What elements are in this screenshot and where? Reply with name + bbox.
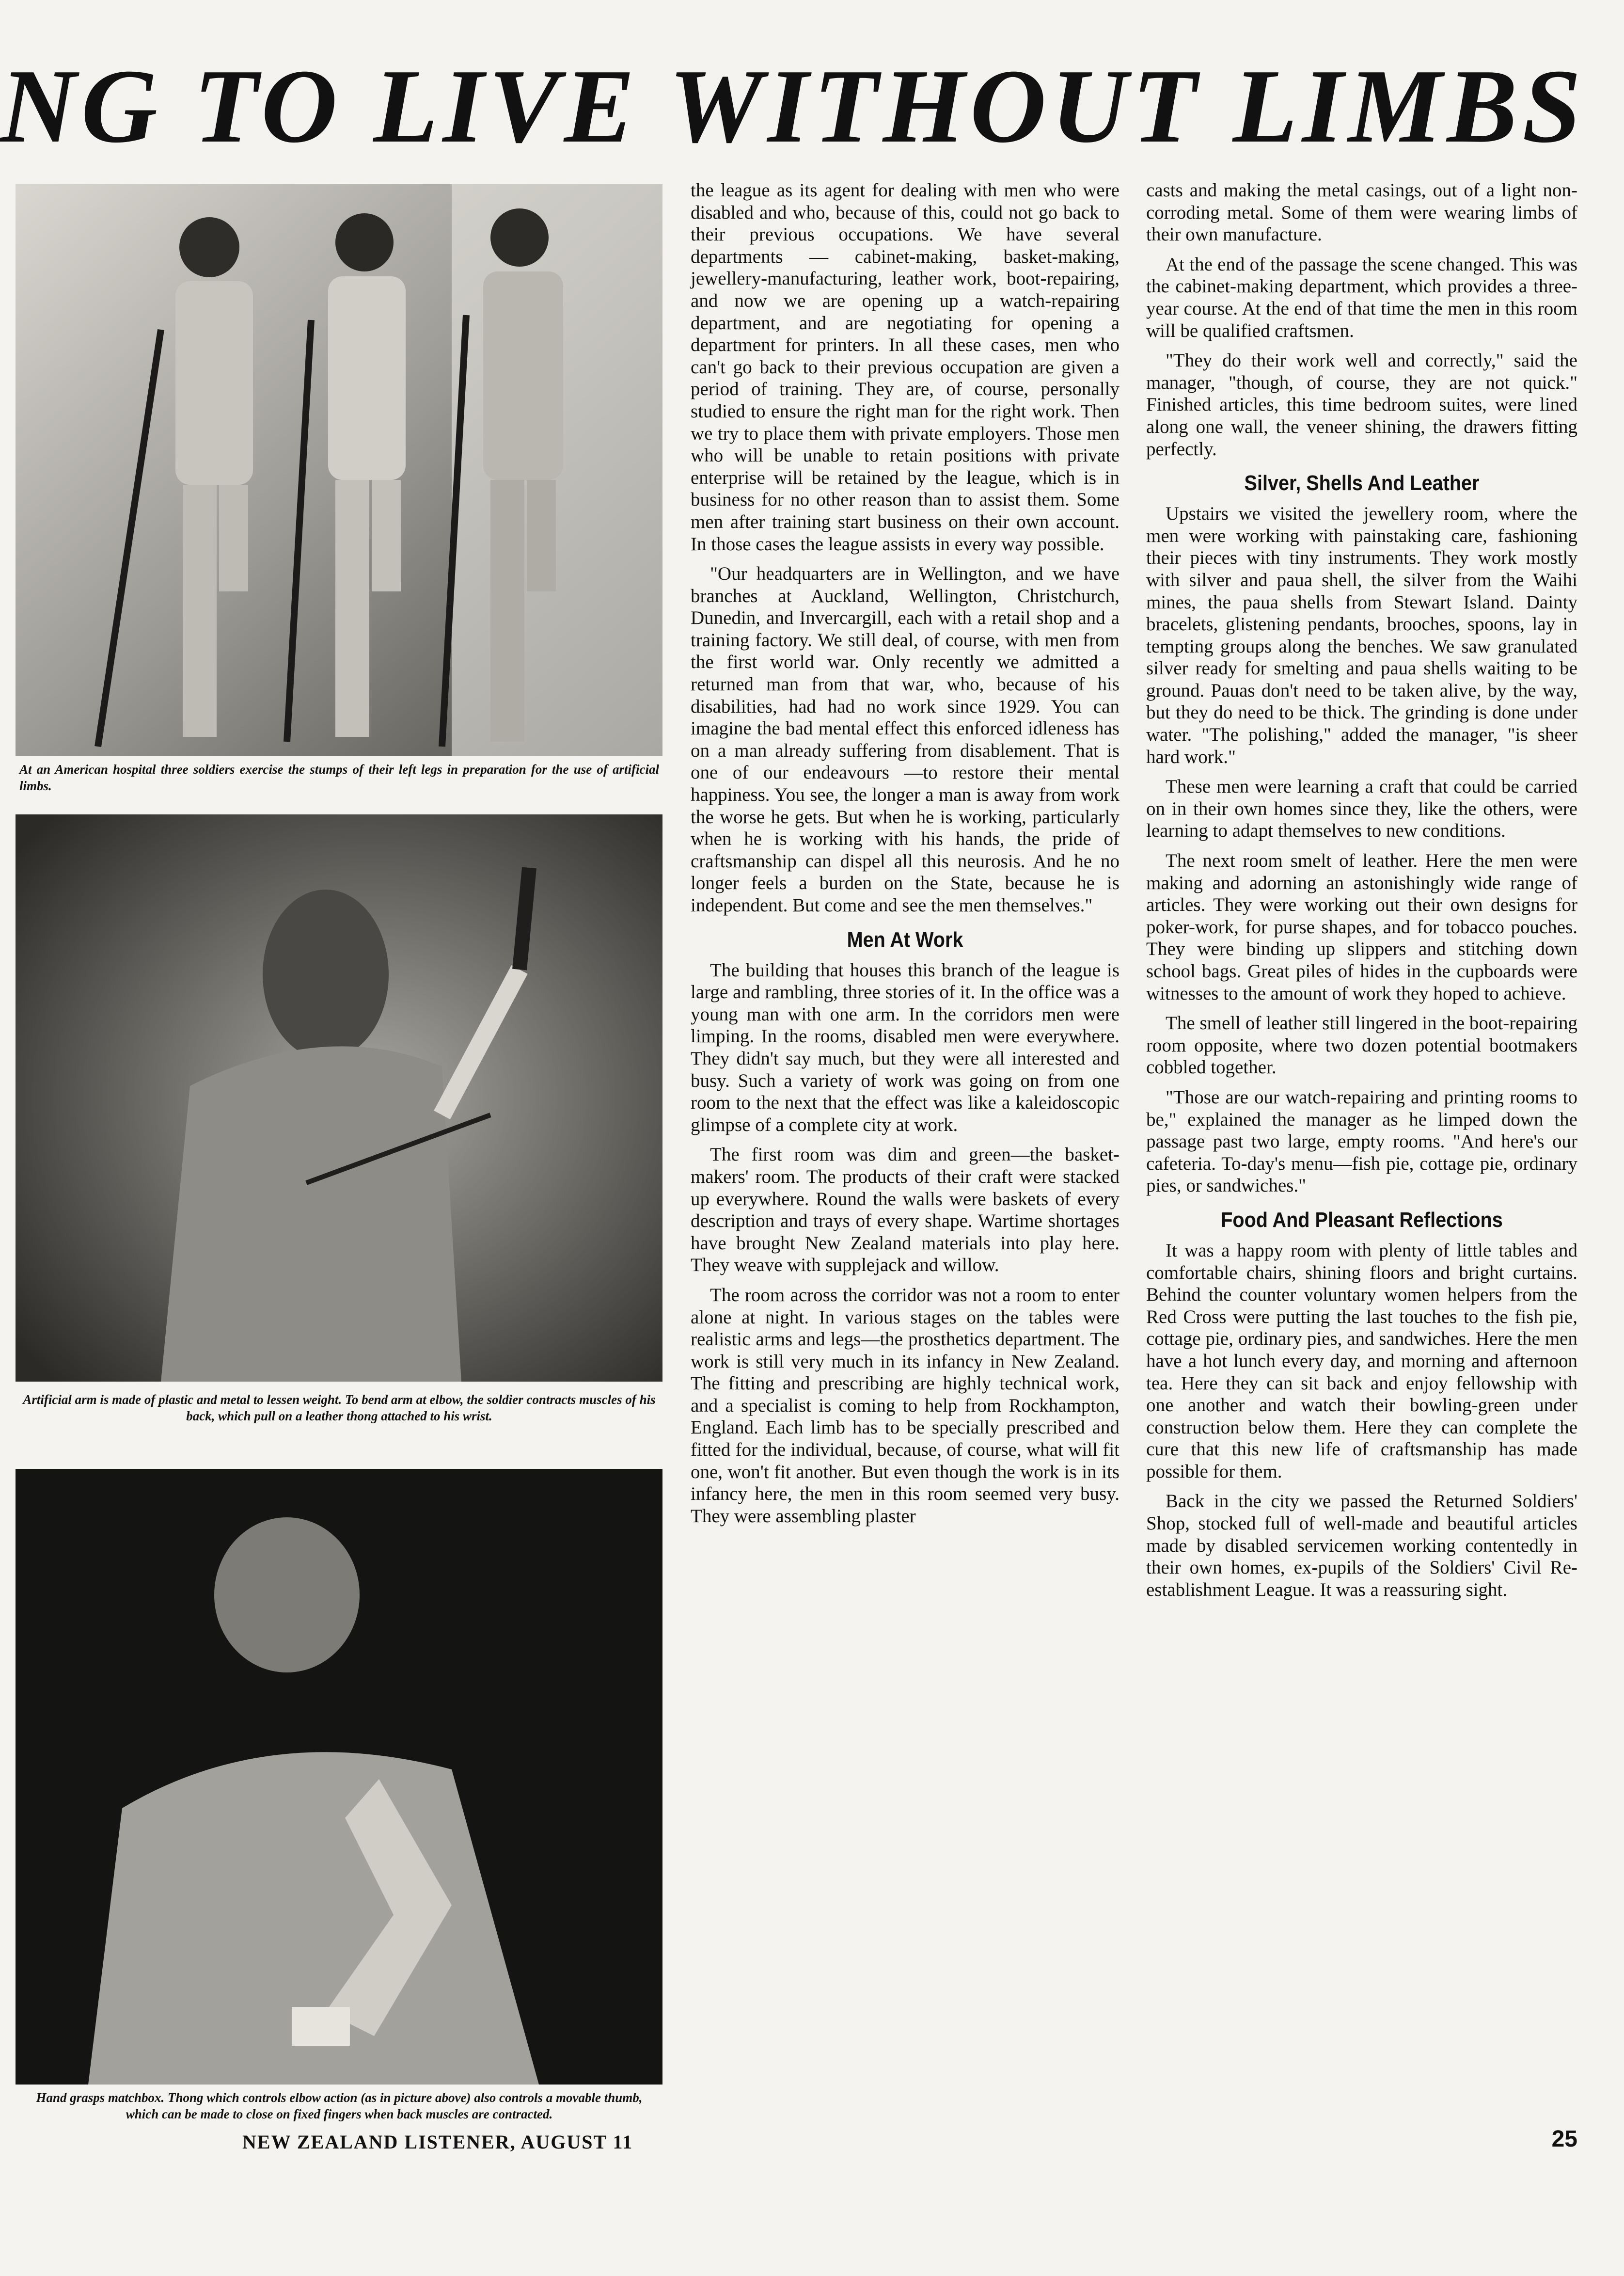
- photo-hand-matchbox: [16, 1469, 662, 2085]
- paragraph: The smell of leather still lingered in the boot-repairing room opposite, where two dozen potential bootmakers cobbled together.: [1146, 1013, 1577, 1078]
- section-heading: Men At Work: [847, 927, 963, 952]
- paragraph: The room across the corridor was not a room to enter alone at night. In various stages on the tables were realistic arms and legs—the prosthetics department. The work is still very much in its infancy in New Zealand. The fitting and prescribing are highly technical work, and a specialist is coming to help from Rockhampton, England. Each limb has to be specially prescribed and fitted for the individual, because, of course, what will fit one, won't fit another. But even though the work is in its infancy here, the men in this room seemed very busy. They were assembling plaster: [691, 1284, 1119, 1527]
- arm-photo-image: [16, 814, 662, 1382]
- photo-caption-2: Artificial arm is made of plastic and metal to lessen weight. To bend arm at elbow, the soldier contracts muscles of his back, which pull on a leather thong attached to his wrist.: [23, 1392, 656, 1423]
- paragraph: "Those are our watch-repairing and printing rooms to be," explained the manager as he limped down the passage past two large, empty rooms. "And here's our cafeteria. To-day's menu—fish pie, cottage pie, ordinary pies, or sandwiches.": [1146, 1086, 1577, 1196]
- section-heading: Silver, Shells And Leather: [1244, 471, 1480, 495]
- hand-photo-image: [16, 1469, 662, 2085]
- paragraph: the league as its agent for dealing with men who were disabled and who, because of this, could not go back to their previous occupations. We have several departments — cabinet-making, basket-making, jewellery-manufacturing, leather work, boot-repairing, and now we are opening up a watch-repairing department, and are negotiating for opening a department for printers. In all these cases, men who can't go back to their previous occupation are given a period of training. They are, of course, personally studied to ensure the right man for the right work. Then we try to place them with private employers. Those men who will be unable to retain positions with private enterprise will be retained by the league, which is in business for no other reason than to assist them. Some men after training start business on their own account. In those cases the league assists in every way possible.: [691, 180, 1119, 555]
- paragraph: At the end of the passage the scene changed. This was the cabinet-making department, which provides a three-year course. At the end of that time the men in this room will be qualified craftsmen.: [1146, 254, 1577, 341]
- page-number: 25: [1551, 2126, 1577, 2152]
- paragraph: The first room was dim and green—the basket-makers' room. The products of their craft were stacked up everywhere. Round the walls were baskets of every description and trays of every shape. Wartime shortages have brought New Zealand materials into play here. They weave with supplejack and willow.: [691, 1144, 1119, 1276]
- photo-caption-1: At an American hospital three soldiers exercise the stumps of their left legs in preparation for the use of artificial limbs.: [19, 762, 659, 793]
- paragraph: "Our headquarters are in Wellington, and we have branches at Auckland, Wellington, Christchurch, Dunedin, and Invercargill, each with a retail shop and a training factory. We still deal, of course, with men from the first world war. Only recently we admitted a returned man from that war, who, because of his disabilities, had had no work since 1929. You can imagine the bad mental effect this enforced idleness has on a man already suffering from disablement. That is one of our endeavours —to restore their mental happiness. You see, the longer a man is away from work the worse he gets. But when he is working, particularly when he is working with his hands, the pride of craftsmanship can dispel all this neurosis. And he no longer feels a burden on the State, because he is independent. But come and see the men themselves.": [691, 563, 1119, 916]
- photo-artificial-arm: [16, 814, 662, 1382]
- paragraph: Back in the city we passed the Returned Soldiers' Shop, stocked full of well-made and beautiful articles made by disabled servicemen working contentedly in their own homes, ex-pupils of the Soldiers' Civil Re-establishment League. It was a reassuring sight.: [1146, 1491, 1577, 1600]
- paragraph: Upstairs we visited the jewellery room, where the men were working with painstaking care, fashioning their pieces with tiny instruments. They work mostly with silver and paua shell, the silver from the Waihi mines, the paua shells from Stewart Island. Dainty bracelets, glistening pendants, brooches, spoons, lay in tempting groups along the benches. We saw granulated silver ready for smelting and paua shells waiting to be ground. Pauas don't need to be taken alive, by the way, but they do need to be thick. The grinding is done under water. "The polishing," added the manager, "is sheer hard work.": [1146, 503, 1577, 767]
- publication-footer: NEW ZEALAND LISTENER, AUGUST 11: [242, 2131, 633, 2153]
- article-column-2: [1146, 179, 1577, 1608]
- photo-caption-3: Hand grasps matchbox. Thong which controls elbow action (as in picture above) also controls a movable thumb, which can be made to close on fixed fingers when back muscles are contracted.: [36, 2090, 643, 2121]
- paragraph: The building that houses this branch of the league is large and rambling, three stories of it. In the office was a young man with one arm. In the corridors men were limping. In the rooms, disabled men were everywhere. They didn't say much, but they were all interested and busy. Such a variety of work was going on from one room to the next that the effect was like a kaleidoscopic glimpse of a complete city at work.: [691, 959, 1119, 1135]
- paragraph: casts and making the metal casings, out of a light non-corroding metal. Some of them were wearing limbs of their own manufacture.: [1146, 180, 1577, 245]
- photo-three-soldiers: [16, 184, 662, 756]
- section-heading: Food And Pleasant Reflections: [1221, 1208, 1503, 1232]
- article-headline: NG TO LIVE WITHOUT LIMBS: [0, 48, 1586, 165]
- article-column-1: [691, 179, 1119, 1535]
- paragraph: These men were learning a craft that could be carried on in their own homes since they, like the others, were learning to adapt themselves to new conditions.: [1146, 776, 1577, 842]
- paragraph: The next room smelt of leather. Here the men were making and adorning an astonishingly wide range of articles. They were working out their own designs for poker-work, for purse shapes, and for tobacco pouches. They were binding up slippers and stitching down school bags. Great piles of hides in the cupboards were witnesses to the amount of work they hoped to achieve.: [1146, 850, 1577, 1004]
- paragraph: "They do their work well and correctly," said the manager, "though, of course, they are not quick." Finished articles, this time bedroom suites, were lined along one wall, the veneer shining, the drawers fitting perfectly.: [1146, 350, 1577, 460]
- soldiers-photo-image: [16, 184, 662, 756]
- paragraph: It was a happy room with plenty of little tables and comfortable chairs, shining floors and bright curtains. Behind the counter voluntary women helpers from the Red Cross were putting the last touches to the fish pie, cottage pie, ordinary pies, and sandwiches. Here the men have a hot lunch every day, and morning and afternoon tea. Here they can sit back and enjoy fellowship with one another and watch their bowling-green under construction below them. Here they can complete the cure that this new life of craftsmanship has made possible for them.: [1146, 1240, 1577, 1482]
